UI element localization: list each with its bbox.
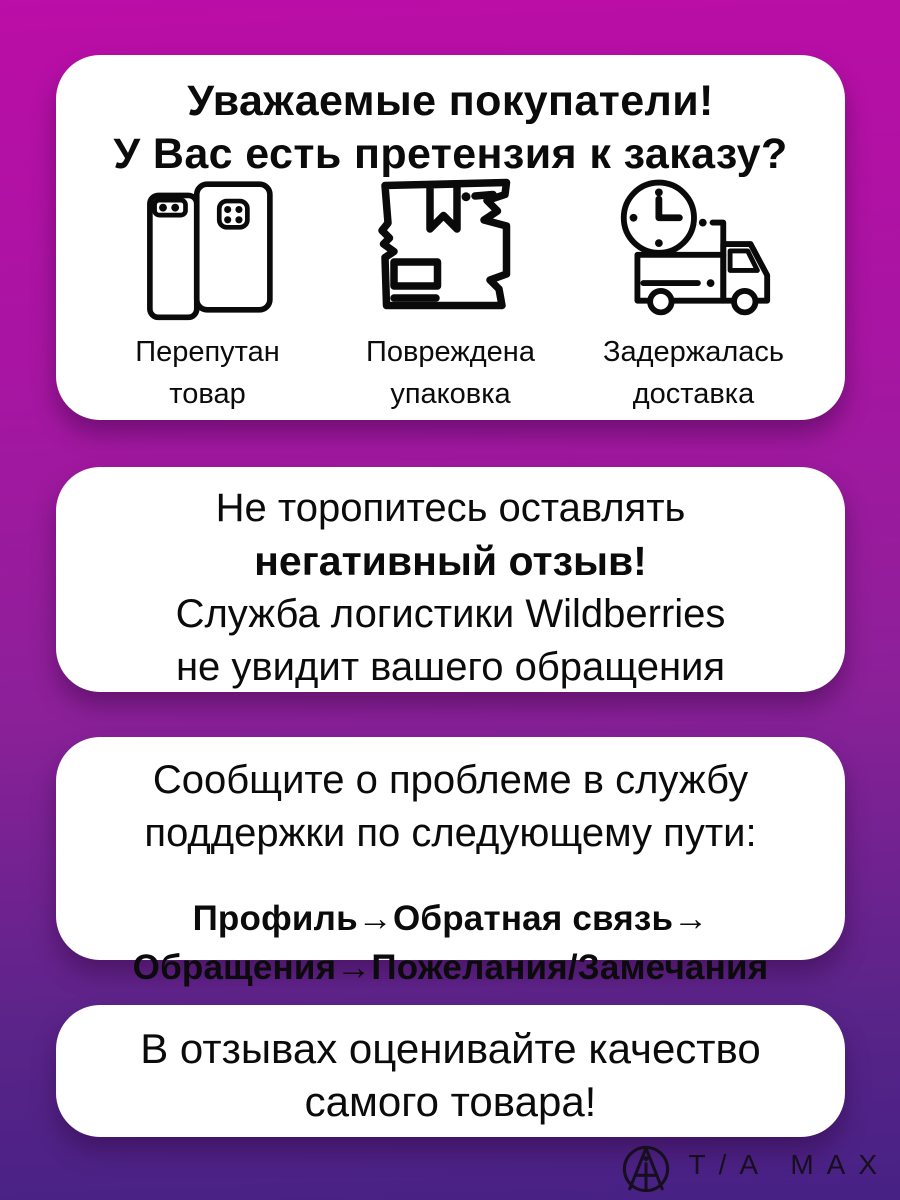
- warning-line1: Не торопитесь оставлять: [215, 486, 686, 530]
- claim-label-line2: доставка: [632, 378, 755, 410]
- warning-line4: не увидит вашего обращения: [175, 645, 726, 689]
- path-steps-line2: Обращения→Пожелания/Замечания: [132, 948, 769, 987]
- claim-label-line1: Задержалась: [602, 336, 784, 368]
- card-support-path: [56, 737, 845, 987]
- claim-label-line1: Повреждена: [366, 336, 535, 368]
- claims-row: [86, 167, 815, 411]
- claim-swapped-product: [86, 167, 329, 411]
- greeting-title-line2: У Вас есть претензия к заказу?: [113, 130, 788, 178]
- claim-label-line2: товар: [169, 378, 246, 410]
- card-review-advice: [56, 1005, 845, 1137]
- support-path-steps: [56, 894, 845, 992]
- card-warning: [56, 467, 845, 692]
- claim-label-line2: упаковка: [390, 378, 511, 410]
- warning-line3: Служба логистики Wildberries: [175, 592, 726, 636]
- brand-text: T/A MAX: [688, 1149, 890, 1180]
- review-line2: самого товара!: [304, 1078, 597, 1125]
- warning-line2-bold: негативный отзыв!: [254, 538, 647, 584]
- path-intro-line1: Сообщите о проблеме в службу: [152, 758, 749, 802]
- path-steps-line1: Профиль→Обратная связь→: [192, 899, 709, 938]
- claim-label-line1: Перепутан: [135, 336, 280, 368]
- claim-delayed-delivery: [572, 167, 815, 411]
- ta-max-monogram-icon: [619, 1140, 673, 1198]
- damaged-package-icon: [376, 167, 526, 327]
- review-line1: В отзывах оценивайте качество: [140, 1025, 761, 1072]
- delayed-delivery-icon: [614, 167, 774, 327]
- claim-damaged-package: [329, 167, 572, 411]
- greeting-title: [56, 55, 845, 181]
- swapped-product-icon: [133, 167, 283, 327]
- greeting-title-line1: Уважаемые покупатели!: [187, 77, 714, 125]
- brand-footer: [619, 1134, 890, 1196]
- card-greeting: [56, 55, 845, 420]
- path-intro-line2: поддержки по следующему пути:: [144, 811, 757, 855]
